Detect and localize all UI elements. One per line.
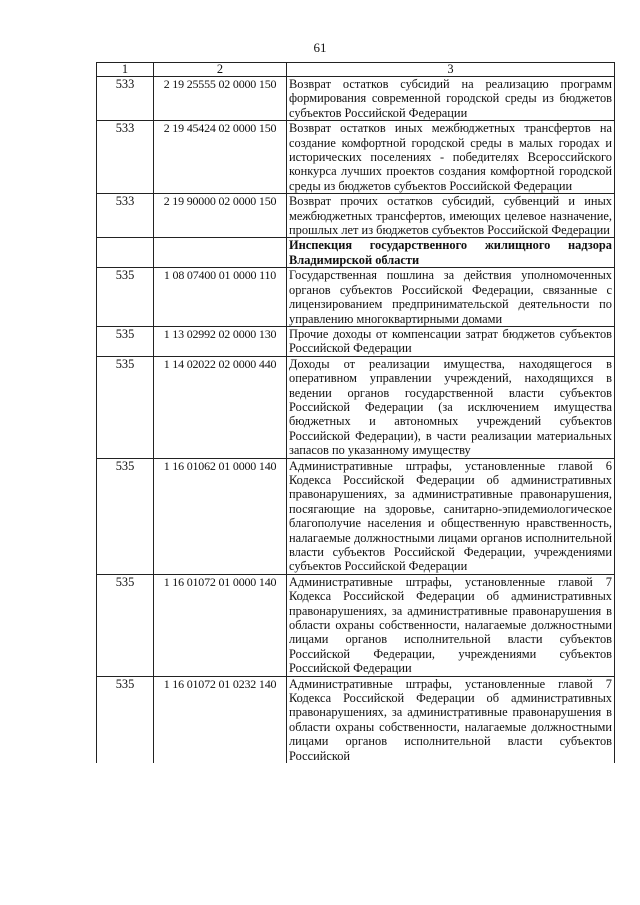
budget-code-cell: 1 16 01062 01 0000 140 <box>154 458 287 574</box>
header-col-2: 2 <box>154 63 287 77</box>
budget-code-cell: 1 13 02992 02 0000 130 <box>154 326 287 356</box>
table-row <box>97 77 615 121</box>
table-row <box>97 458 615 574</box>
description-cell: Возврат прочих остатков субсидий, субвенций и иных межбюджетных трансфертов, имеющих целевое назначение, прошлых лет из бюджетов субъектов Российской Федерации <box>287 194 615 238</box>
admin-code-cell: 535 <box>97 268 154 327</box>
revenue-codes-table <box>96 62 615 763</box>
table-row <box>97 574 615 676</box>
budget-code-cell: 2 19 25555 02 0000 150 <box>154 77 287 121</box>
admin-code-cell: 535 <box>97 574 154 676</box>
description-cell: Государственная пошлина за действия уполномоченных органов субъектов Российской Федерации, связанные с лицензированием предпринимательской деятельности по управлению многоквартирными домами <box>287 268 615 327</box>
budget-code-cell: 2 19 90000 02 0000 150 <box>154 194 287 238</box>
description-cell: Административные штрафы, установленные главой 6 Кодекса Российской Федерации об административных правонарушениях, за административные правонарушения, посягающие на здоровье, санитарно-эпидемиологическое благополучие населения и общественную нравственность, налагаемые должностными лицами органов исполнительной власти субъектов Российской Федерации, учреждениями субъектов Российской Федерации <box>287 458 615 574</box>
page-number: 61 <box>313 40 327 55</box>
description-cell: Административные штрафы, установленные главой 7 Кодекса Российской Федерации об административных правонарушениях, за административные правонарушения в области охраны собственности, налагаемые должностными лицами органов исполнительной власти субъектов Российской Федерации, учреждениями субъектов Российской Федерации <box>287 574 615 676</box>
table-row <box>97 326 615 356</box>
table-row <box>97 121 615 194</box>
budget-code-cell: 1 14 02022 02 0000 440 <box>154 356 287 458</box>
budget-code-cell <box>154 238 287 268</box>
section-title: Инспекция государственного жилищного надзора Владимирской области <box>287 238 615 268</box>
header-col-3: 3 <box>287 63 615 77</box>
admin-code-cell: 535 <box>97 676 154 763</box>
budget-code-cell: 1 08 07400 01 0000 110 <box>154 268 287 327</box>
admin-code-cell: 533 <box>97 77 154 121</box>
table-header-row <box>97 63 615 77</box>
header-col-1: 1 <box>97 63 154 77</box>
admin-code-cell: 533 <box>97 194 154 238</box>
description-cell: Административные штрафы, установленные главой 7 Кодекса Российской Федерации об административных правонарушениях, за административные правонарушения в области охраны собственности, налагаемые должностными лицами органов исполнительной власти субъектов Российской <box>287 676 615 763</box>
admin-code-cell: 533 <box>97 121 154 194</box>
description-cell: Прочие доходы от компенсации затрат бюджетов субъектов Российской Федерации <box>287 326 615 356</box>
section-header-row <box>97 238 615 268</box>
description-cell: Возврат остатков субсидий на реализацию программ формирования современной городской среды из бюджетов субъектов Российской Федерации <box>287 77 615 121</box>
table-body <box>97 63 615 764</box>
table-row <box>97 356 615 458</box>
description-cell: Доходы от реализации имущества, находящегося в оперативном управлении учреждений, находящихся в ведении органов государственной власти субъектов Российской Федерации (за исключением имущества бюджетных и автономных учреждений субъектов Российской Федерации), в части реализации материальных запасов по указанному имуществу <box>287 356 615 458</box>
budget-code-cell: 2 19 45424 02 0000 150 <box>154 121 287 194</box>
budget-code-cell: 1 16 01072 01 0232 140 <box>154 676 287 763</box>
admin-code-cell: 535 <box>97 326 154 356</box>
admin-code-cell: 535 <box>97 356 154 458</box>
table-row <box>97 194 615 238</box>
description-cell: Возврат остатков иных межбюджетных трансфертов на создание комфортной городской среды в малых городах и исторических поселениях - победителях Всероссийского конкурса лучших проектов создания комфортной городской среды из бюджетов субъектов Российской Федерации <box>287 121 615 194</box>
table-row <box>97 268 615 327</box>
table-row <box>97 676 615 763</box>
admin-code-cell <box>97 238 154 268</box>
admin-code-cell: 535 <box>97 458 154 574</box>
budget-code-cell: 1 16 01072 01 0000 140 <box>154 574 287 676</box>
